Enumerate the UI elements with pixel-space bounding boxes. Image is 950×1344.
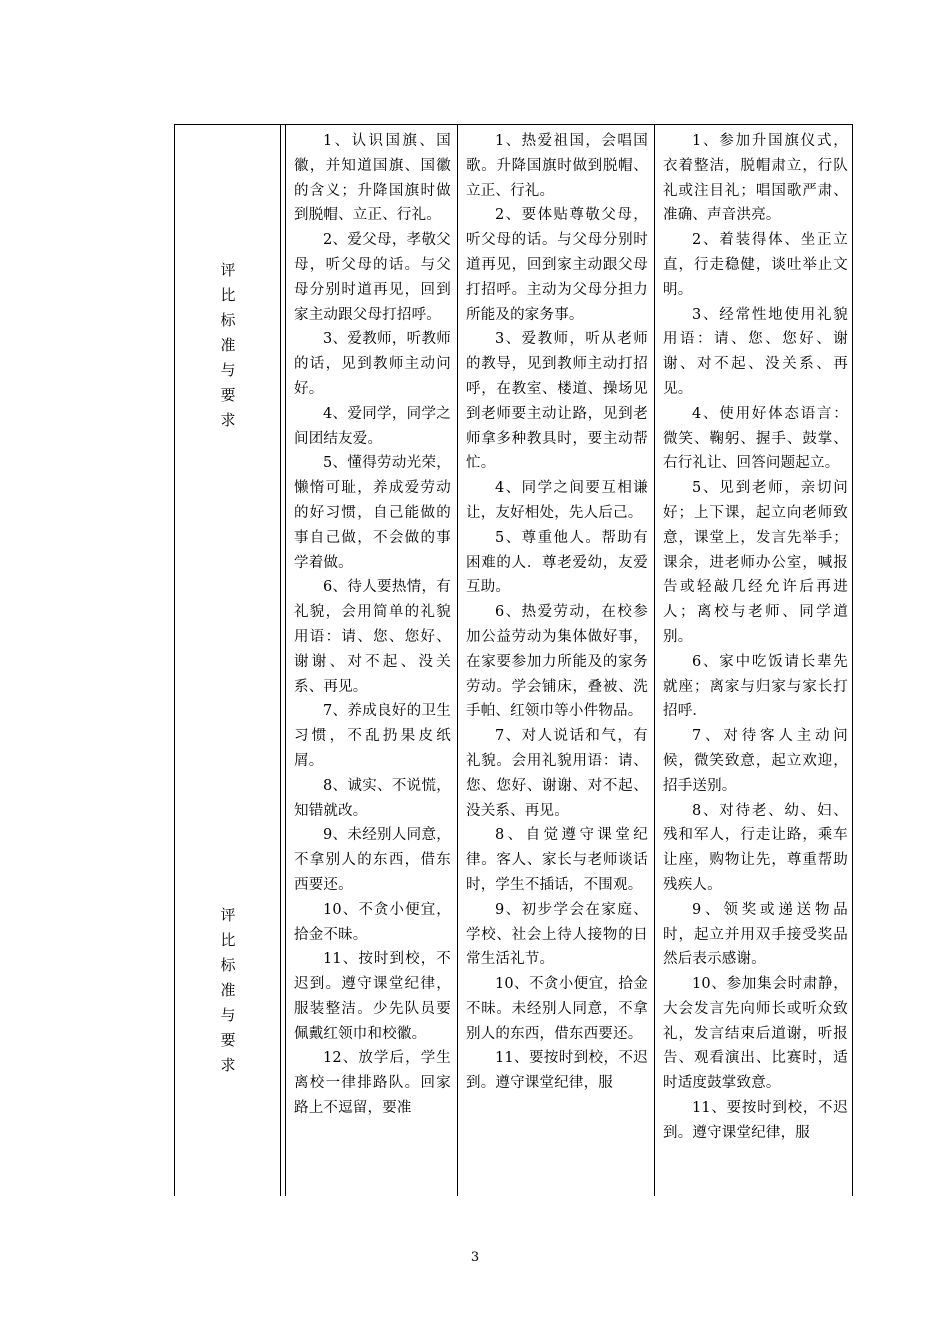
criteria-item: 8、诚实、不说慌，知错就改。: [294, 777, 451, 819]
row-label-char: 与: [220, 1006, 236, 1024]
criteria-item: 11、要按时到校，不迟到。遵守课堂纪律，服: [466, 1050, 648, 1092]
row-label-top: [216, 258, 240, 433]
criteria-item: 5、见到老师，亲切问好；上下课，起立向老师致意，课堂上，发言先举手；课余，进老师办公室，喊报告或轻敲几经允许后再进人；离校与老师、同学道别。: [663, 480, 848, 645]
grade-column-3: [655, 125, 854, 1196]
criteria-item: 7、对人说话和气，有礼貌。会用礼貌用语：请、您、您好、谢谢、对不起、没关系、再见。: [466, 728, 648, 819]
criteria-item: 6、热爱劳动，在校参加公益劳动为集体做好事，在家要参加力所能及的家务劳动。学会铺床，叠被、洗手帕、红领巾等小件物品。: [466, 604, 648, 720]
row-label-char: 要: [220, 1031, 236, 1049]
criteria-item: 4、同学之间要互相谦让，友好相处，先人后己。: [466, 480, 648, 521]
column-3-items: [655, 125, 854, 1146]
criteria-item: 3、经常性地使用礼貌用语：请、您、您好、谢谢、对不起、没关系、再见。: [663, 306, 848, 397]
criteria-item: 5、尊重他人。帮助有困难的人．尊老爱幼，友爱互助。: [466, 529, 648, 596]
criteria-item: 10、不贪小便宜，拾金不昧。未经别人同意，不拿别人的东西，借东西要还。: [466, 976, 648, 1042]
criteria-item: 8、对待老、幼、妇、残和军人，行走让路，乘车让座，购物让先，尊重帮助残疾人。: [663, 802, 848, 893]
criteria-item: 2、要体贴尊敬父母，听父母的话。与父母分别时道再见，回到家主动跟父母打招呼。主动为父母分担力所能及的家务事。: [466, 207, 648, 323]
criteria-item: 10、参加集会时肃静，大会发言先向师长或听众致礼，发言结束后道谢，听报告、观看演出、比赛时，适时适度鼓掌致意。: [663, 976, 848, 1092]
row-label-char: 标: [220, 956, 236, 974]
row-label-char: 求: [220, 411, 236, 429]
row-label-char: 准: [220, 336, 236, 354]
row-label-char: 比: [220, 286, 236, 304]
row-label-char: 要: [220, 386, 236, 404]
row-label-char: 准: [220, 981, 236, 999]
criteria-item: 7、养成良好的卫生习惯，不乱扔果皮纸屑。: [294, 703, 451, 769]
row-label-char: 比: [220, 931, 236, 949]
criteria-item: 12、放学后，学生离校一律排路队。回家路上不逗留，要准: [294, 1050, 451, 1117]
criteria-item: 11、按时到校，不迟到。遵守课堂纪律，服装整洁。少先队员要佩戴红领巾和校徽。: [294, 951, 451, 1042]
criteria-item: 9、未经别人同意，不拿别人的东西，借东西要还。: [294, 827, 451, 893]
criteria-item: 2、爱父母，孝敬父母，听父母的话。与父母分别时道再见，回到家主动跟父母打招呼。: [294, 232, 451, 323]
criteria-item: 4、使用好体态语言：微笑、鞠躬、握手、鼓掌、右行礼让、回答问题起立。: [663, 405, 848, 472]
criteria-item: 11、要按时到校，不迟到。遵守课堂纪律，服: [663, 1100, 848, 1141]
criteria-item: 3、爱教师，听从老师的教导，见到教师主动打招呼，在教室、楼道、操场见到老师要主动让路，见到老师拿多种教具时，要主动帮忙。: [466, 331, 648, 472]
row-label-char: 评: [220, 261, 236, 279]
criteria-item: 5、懂得劳动光荣，懒惰可耻，养成爱劳动的好习惯，自己能做的事自己做，不会做的事学着做。: [294, 455, 451, 571]
row-label-cell: [175, 125, 281, 1196]
row-label-char: 求: [220, 1056, 236, 1074]
criteria-table: [174, 124, 853, 1196]
row-label-char: 标: [220, 311, 236, 329]
criteria-item: 1、热爱祖国，会唱国歌。升降国旗时做到脱帽、立正、行礼。: [466, 133, 648, 199]
grade-column-1: [286, 125, 458, 1196]
criteria-item: 9、初步学会在家庭、学校、社会上待人接物的日常生活礼节。: [466, 901, 648, 968]
criteria-item: 7、对待客人主动问候，微笑致意，起立欢迎，招手送别。: [663, 728, 848, 794]
criteria-item: 8、自觉遵守课堂纪律。客人、家长与老师谈话时，学生不插话，不围观。: [466, 827, 648, 893]
column-1-items: [286, 125, 457, 1121]
column-2-items: [458, 125, 654, 1096]
criteria-item: 6、待人要热情，有礼貌，会用简单的礼貌用语：请、您、您好、谢谢、对不起、没关系、再见。: [294, 579, 451, 695]
page-number: 3: [470, 1250, 480, 1265]
criteria-item: 3、爱教师，听教师的话，见到教师主动问好。: [294, 331, 451, 397]
criteria-item: 6、家中吃饭请长辈先就座；离家与归家与家长打招呼．: [663, 653, 848, 720]
grade-column-2: [458, 125, 655, 1196]
row-label-bottom: [216, 903, 240, 1078]
criteria-item: 1、认识国旗、国徽，并知道国旗、国徽的含义；升降国旗时做到脱帽、立正、行礼。: [294, 133, 451, 224]
criteria-item: 2、着装得体、坐正立直，行走稳健，谈吐举止文明。: [663, 232, 848, 298]
criteria-item: 10、不贪小便宜，拾金不昧。: [294, 901, 451, 943]
row-label-char: 与: [220, 361, 236, 379]
row-label-char: 评: [220, 906, 236, 924]
criteria-item: 9、领奖或递送物品时，起立并用双手接受奖品然后表示感谢。: [663, 901, 848, 968]
criteria-item: 4、爱同学，同学之间团结友爱。: [294, 405, 451, 447]
criteria-item: 1、参加升国旗仪式，衣着整洁，脱帽肃立，行队礼或注目礼；唱国歌严肃、准确、声音洪亮。: [663, 133, 848, 224]
